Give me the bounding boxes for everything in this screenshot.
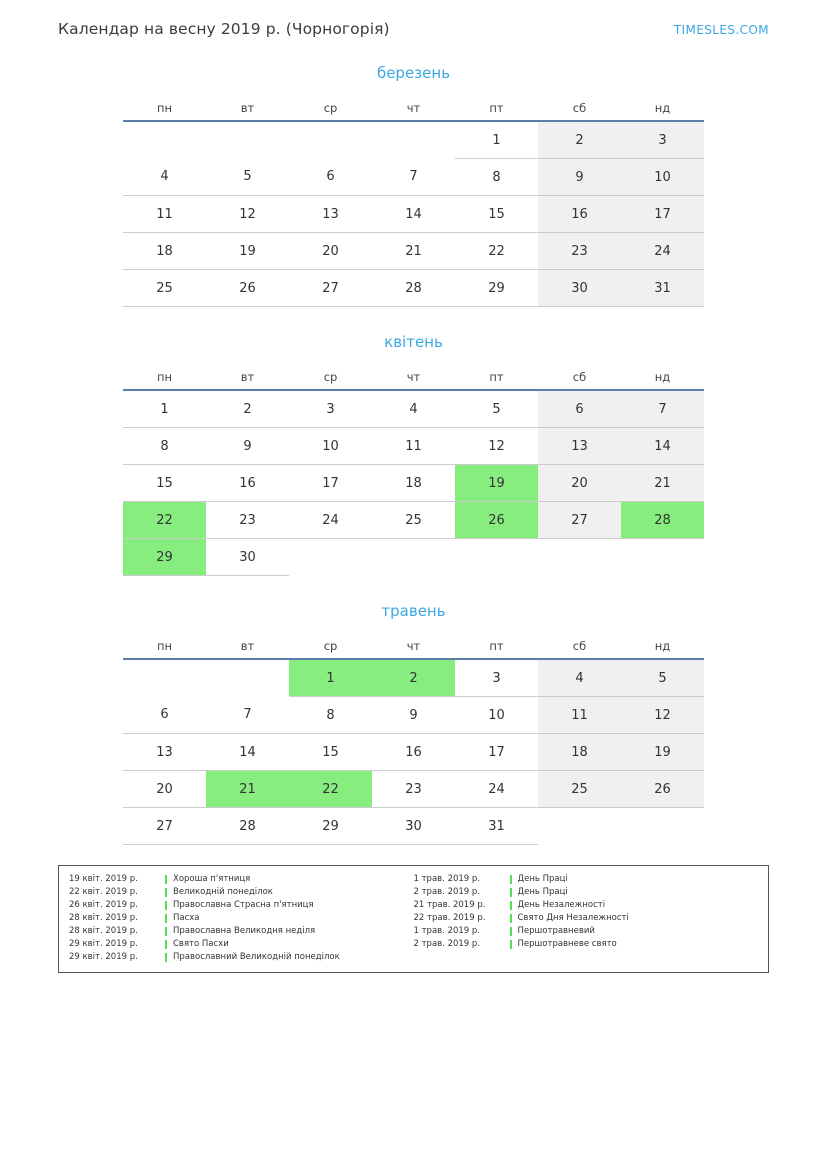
day-cell[interactable]: 27 (123, 808, 206, 845)
weekday-header: пн (123, 634, 206, 659)
weekday-header: вт (206, 365, 289, 390)
legend-item-name: Першотравневе свято (517, 939, 617, 949)
day-cell[interactable]: 10 (621, 159, 704, 196)
weekday-header-row (123, 365, 704, 390)
legend-item-date: 28 квіт. 2019 р. (69, 913, 138, 923)
month-block (0, 602, 827, 845)
day-cell-empty (372, 121, 455, 159)
weekday-header: нд (621, 96, 704, 121)
day-cell[interactable]: 30 (206, 539, 289, 576)
day-cell-holiday[interactable]: 2 (372, 659, 455, 697)
legend-item-name: День Праці (517, 887, 568, 897)
day-cell[interactable]: 11 (372, 428, 455, 465)
legend-item-date: 28 квіт. 2019 р. (69, 926, 138, 936)
day-cell[interactable]: 18 (372, 465, 455, 502)
day-cell[interactable]: 3 (289, 390, 372, 428)
day-cell[interactable]: 18 (123, 233, 206, 270)
day-cell-holiday[interactable]: 19 (455, 465, 538, 502)
day-cell[interactable]: 7 (206, 697, 289, 734)
week-row (123, 465, 704, 502)
day-cell[interactable]: 30 (538, 270, 621, 307)
weekday-header: чт (372, 96, 455, 121)
day-cell-holiday[interactable]: 28 (621, 502, 704, 539)
month-title: травень (381, 602, 446, 620)
legend-item (414, 873, 759, 886)
weekday-header: пн (123, 365, 206, 390)
month-block (0, 64, 827, 307)
legend-item-name: Свято Пасхи (173, 939, 229, 949)
day-cell[interactable]: 1 (123, 390, 206, 428)
day-cell-empty (289, 539, 372, 576)
week-row (123, 502, 704, 539)
legend-item-date: 21 трав. 2019 р. (413, 900, 486, 910)
weekday-header: пн (123, 96, 206, 121)
legend-color-swatch (510, 940, 512, 949)
day-cell[interactable]: 15 (455, 196, 538, 233)
legend-item-name: Православна Страсна п'ятниця (173, 900, 314, 910)
day-cell-empty (123, 659, 206, 697)
day-cell-empty (289, 121, 372, 159)
legend-item-date: 29 квіт. 2019 р. (69, 939, 138, 949)
day-cell[interactable]: 25 (123, 270, 206, 307)
legend-box (58, 865, 769, 973)
week-row (123, 659, 704, 697)
day-cell[interactable]: 26 (206, 270, 289, 307)
week-row (123, 697, 704, 734)
legend-color-swatch (165, 901, 167, 910)
week-row (123, 196, 704, 233)
legend-color-swatch (510, 914, 512, 923)
legend-color-swatch (165, 888, 167, 897)
page-title: Календар на весну 2019 р. (Чорногорія) (58, 20, 390, 38)
legend-item (69, 886, 414, 899)
legend-item (69, 899, 414, 912)
day-cell[interactable]: 24 (289, 502, 372, 539)
weekday-header: ср (289, 365, 372, 390)
day-cell[interactable]: 6 (538, 390, 621, 428)
day-cell[interactable]: 2 (206, 390, 289, 428)
day-cell[interactable]: 27 (538, 502, 621, 539)
day-cell[interactable]: 17 (289, 465, 372, 502)
day-cell[interactable]: 22 (455, 233, 538, 270)
day-cell-empty (372, 539, 455, 576)
weekday-header: сб (538, 365, 621, 390)
legend-item-name: Православний Великодній понеділок (173, 952, 340, 962)
weekday-header: ср (289, 634, 372, 659)
day-cell[interactable]: 9 (206, 428, 289, 465)
day-cell[interactable]: 25 (538, 771, 621, 808)
legend-item-name: Хороша п'ятниця (173, 874, 251, 884)
day-cell[interactable]: 10 (455, 697, 538, 734)
day-cell[interactable]: 7 (372, 159, 455, 196)
week-row (123, 734, 704, 771)
day-cell[interactable]: 24 (455, 771, 538, 808)
day-cell[interactable]: 13 (289, 196, 372, 233)
legend-color-swatch (165, 914, 167, 923)
day-cell[interactable]: 14 (621, 428, 704, 465)
weekday-header: вт (206, 634, 289, 659)
legend-color-swatch (165, 953, 167, 962)
day-cell[interactable]: 8 (289, 697, 372, 734)
weekday-header: нд (621, 634, 704, 659)
day-cell[interactable]: 9 (538, 159, 621, 196)
legend-item-date: 29 квіт. 2019 р. (69, 952, 138, 962)
day-cell[interactable]: 11 (123, 196, 206, 233)
day-cell[interactable]: 15 (123, 465, 206, 502)
day-cell[interactable]: 20 (538, 465, 621, 502)
day-cell-holiday[interactable]: 26 (455, 502, 538, 539)
day-cell[interactable]: 16 (538, 196, 621, 233)
day-cell[interactable]: 2 (538, 121, 621, 159)
legend-item (414, 938, 759, 951)
weekday-header: вт (206, 96, 289, 121)
legend-item-name: Першотравневий (517, 926, 595, 936)
day-cell[interactable]: 3 (455, 659, 538, 697)
weekday-header-row (123, 634, 704, 659)
legend-item (69, 951, 414, 964)
month-title: березень (376, 64, 451, 82)
weekday-header: пт (455, 96, 538, 121)
week-row (123, 808, 704, 845)
day-cell[interactable]: 21 (621, 465, 704, 502)
week-row (123, 428, 704, 465)
day-cell[interactable]: 31 (455, 808, 538, 845)
legend-item-date: 19 квіт. 2019 р. (69, 874, 138, 884)
day-cell-holiday[interactable]: 1 (289, 659, 372, 697)
day-cell[interactable]: 8 (455, 159, 538, 196)
day-cell-empty (455, 539, 538, 576)
weekday-header-row (123, 96, 704, 121)
week-row (123, 771, 704, 808)
day-cell[interactable]: 28 (372, 270, 455, 307)
day-cell[interactable]: 5 (621, 659, 704, 697)
legend-item-name: Свято Дня Незалежності (517, 913, 629, 923)
day-cell[interactable]: 10 (289, 428, 372, 465)
day-cell[interactable]: 5 (206, 159, 289, 196)
day-cell[interactable]: 26 (621, 771, 704, 808)
day-cell[interactable]: 20 (123, 771, 206, 808)
month-block (0, 333, 827, 576)
weekday-header: сб (538, 96, 621, 121)
legend-item-name: Пасха (173, 913, 200, 923)
legend-item-name: Православна Великодня неділя (173, 926, 316, 936)
day-cell[interactable]: 30 (372, 808, 455, 845)
weekday-header: ср (289, 96, 372, 121)
day-cell[interactable]: 12 (621, 697, 704, 734)
legend-color-swatch (510, 875, 512, 884)
day-cell-holiday[interactable]: 21 (206, 771, 289, 808)
day-cell[interactable]: 23 (206, 502, 289, 539)
day-cell-holiday[interactable]: 22 (289, 771, 372, 808)
month-grid (123, 96, 704, 307)
weekday-header: пт (455, 634, 538, 659)
day-cell[interactable]: 13 (123, 734, 206, 771)
day-cell[interactable]: 23 (372, 771, 455, 808)
day-cell-holiday[interactable]: 22 (123, 502, 206, 539)
day-cell[interactable]: 16 (206, 465, 289, 502)
legend-item-name: День Незалежності (517, 900, 606, 910)
day-cell[interactable]: 4 (123, 159, 206, 196)
legend-item-date: 26 квіт. 2019 р. (69, 900, 138, 910)
day-cell[interactable]: 6 (289, 159, 372, 196)
day-cell-empty (538, 808, 621, 845)
week-row (123, 270, 704, 307)
legend-item-date: 1 трав. 2019 р. (413, 926, 481, 936)
day-cell[interactable]: 5 (455, 390, 538, 428)
legend-item-date: 22 квіт. 2019 р. (69, 887, 138, 897)
day-cell[interactable]: 18 (538, 734, 621, 771)
day-cell[interactable]: 29 (455, 270, 538, 307)
week-row (123, 159, 704, 196)
day-cell[interactable]: 24 (621, 233, 704, 270)
day-cell[interactable]: 8 (123, 428, 206, 465)
day-cell[interactable]: 14 (372, 196, 455, 233)
legend-item-date: 2 трав. 2019 р. (413, 939, 481, 949)
legend-color-swatch (165, 927, 167, 936)
day-cell[interactable]: 16 (372, 734, 455, 771)
weekday-header: нд (621, 365, 704, 390)
legend-column-right (414, 873, 759, 964)
legend-item (69, 912, 414, 925)
day-cell[interactable]: 19 (621, 734, 704, 771)
day-cell-empty (206, 121, 289, 159)
month-title: квітень (384, 333, 443, 351)
day-cell[interactable]: 12 (206, 196, 289, 233)
week-row (123, 390, 704, 428)
day-cell[interactable]: 27 (289, 270, 372, 307)
weekday-header: пт (455, 365, 538, 390)
day-cell-holiday[interactable]: 29 (123, 539, 206, 576)
day-cell[interactable]: 11 (538, 697, 621, 734)
day-cell[interactable]: 28 (206, 808, 289, 845)
day-cell[interactable]: 9 (372, 697, 455, 734)
legend-item (414, 925, 759, 938)
day-cell[interactable]: 14 (206, 734, 289, 771)
day-cell[interactable]: 25 (372, 502, 455, 539)
day-cell-empty (538, 539, 621, 576)
week-row (123, 121, 704, 159)
months-container (0, 64, 827, 845)
legend-item-date: 1 трав. 2019 р. (413, 874, 481, 884)
day-cell[interactable]: 6 (123, 697, 206, 734)
legend-item-name: День Праці (517, 874, 568, 884)
legend-item (414, 912, 759, 925)
day-cell[interactable]: 29 (289, 808, 372, 845)
legend-color-swatch (510, 888, 512, 897)
weekday-header: чт (372, 634, 455, 659)
day-cell[interactable]: 15 (289, 734, 372, 771)
day-cell[interactable]: 12 (455, 428, 538, 465)
day-cell[interactable]: 13 (538, 428, 621, 465)
legend-color-swatch (165, 875, 167, 884)
legend-column-left (69, 873, 414, 964)
page-header (0, 0, 827, 38)
legend-item-date: 2 трав. 2019 р. (413, 887, 481, 897)
legend-item (69, 873, 414, 886)
month-grid (123, 634, 704, 845)
week-row (123, 233, 704, 270)
day-cell-empty (621, 808, 704, 845)
month-grid (123, 365, 704, 576)
day-cell-empty (621, 539, 704, 576)
day-cell[interactable]: 3 (621, 121, 704, 159)
day-cell-empty (123, 121, 206, 159)
day-cell[interactable]: 1 (455, 121, 538, 159)
legend-item (414, 886, 759, 899)
weekday-header: сб (538, 634, 621, 659)
legend-color-swatch (165, 940, 167, 949)
legend-item (414, 899, 759, 912)
week-row (123, 539, 704, 576)
day-cell[interactable]: 4 (538, 659, 621, 697)
brand-label: TIMESLES.COM (673, 23, 769, 37)
day-cell[interactable]: 31 (621, 270, 704, 307)
legend-item-name: Великодній понеділок (173, 887, 273, 897)
legend-item (69, 938, 414, 951)
weekday-header: чт (372, 365, 455, 390)
legend-color-swatch (510, 901, 512, 910)
legend-item (69, 925, 414, 938)
legend-item-date: 22 трав. 2019 р. (413, 913, 486, 923)
day-cell[interactable]: 21 (372, 233, 455, 270)
day-cell[interactable]: 17 (621, 196, 704, 233)
day-cell[interactable]: 23 (538, 233, 621, 270)
day-cell-empty (206, 659, 289, 697)
day-cell[interactable]: 17 (455, 734, 538, 771)
day-cell[interactable]: 4 (372, 390, 455, 428)
day-cell[interactable]: 20 (289, 233, 372, 270)
day-cell[interactable]: 19 (206, 233, 289, 270)
legend-color-swatch (510, 927, 512, 936)
day-cell[interactable]: 7 (621, 390, 704, 428)
